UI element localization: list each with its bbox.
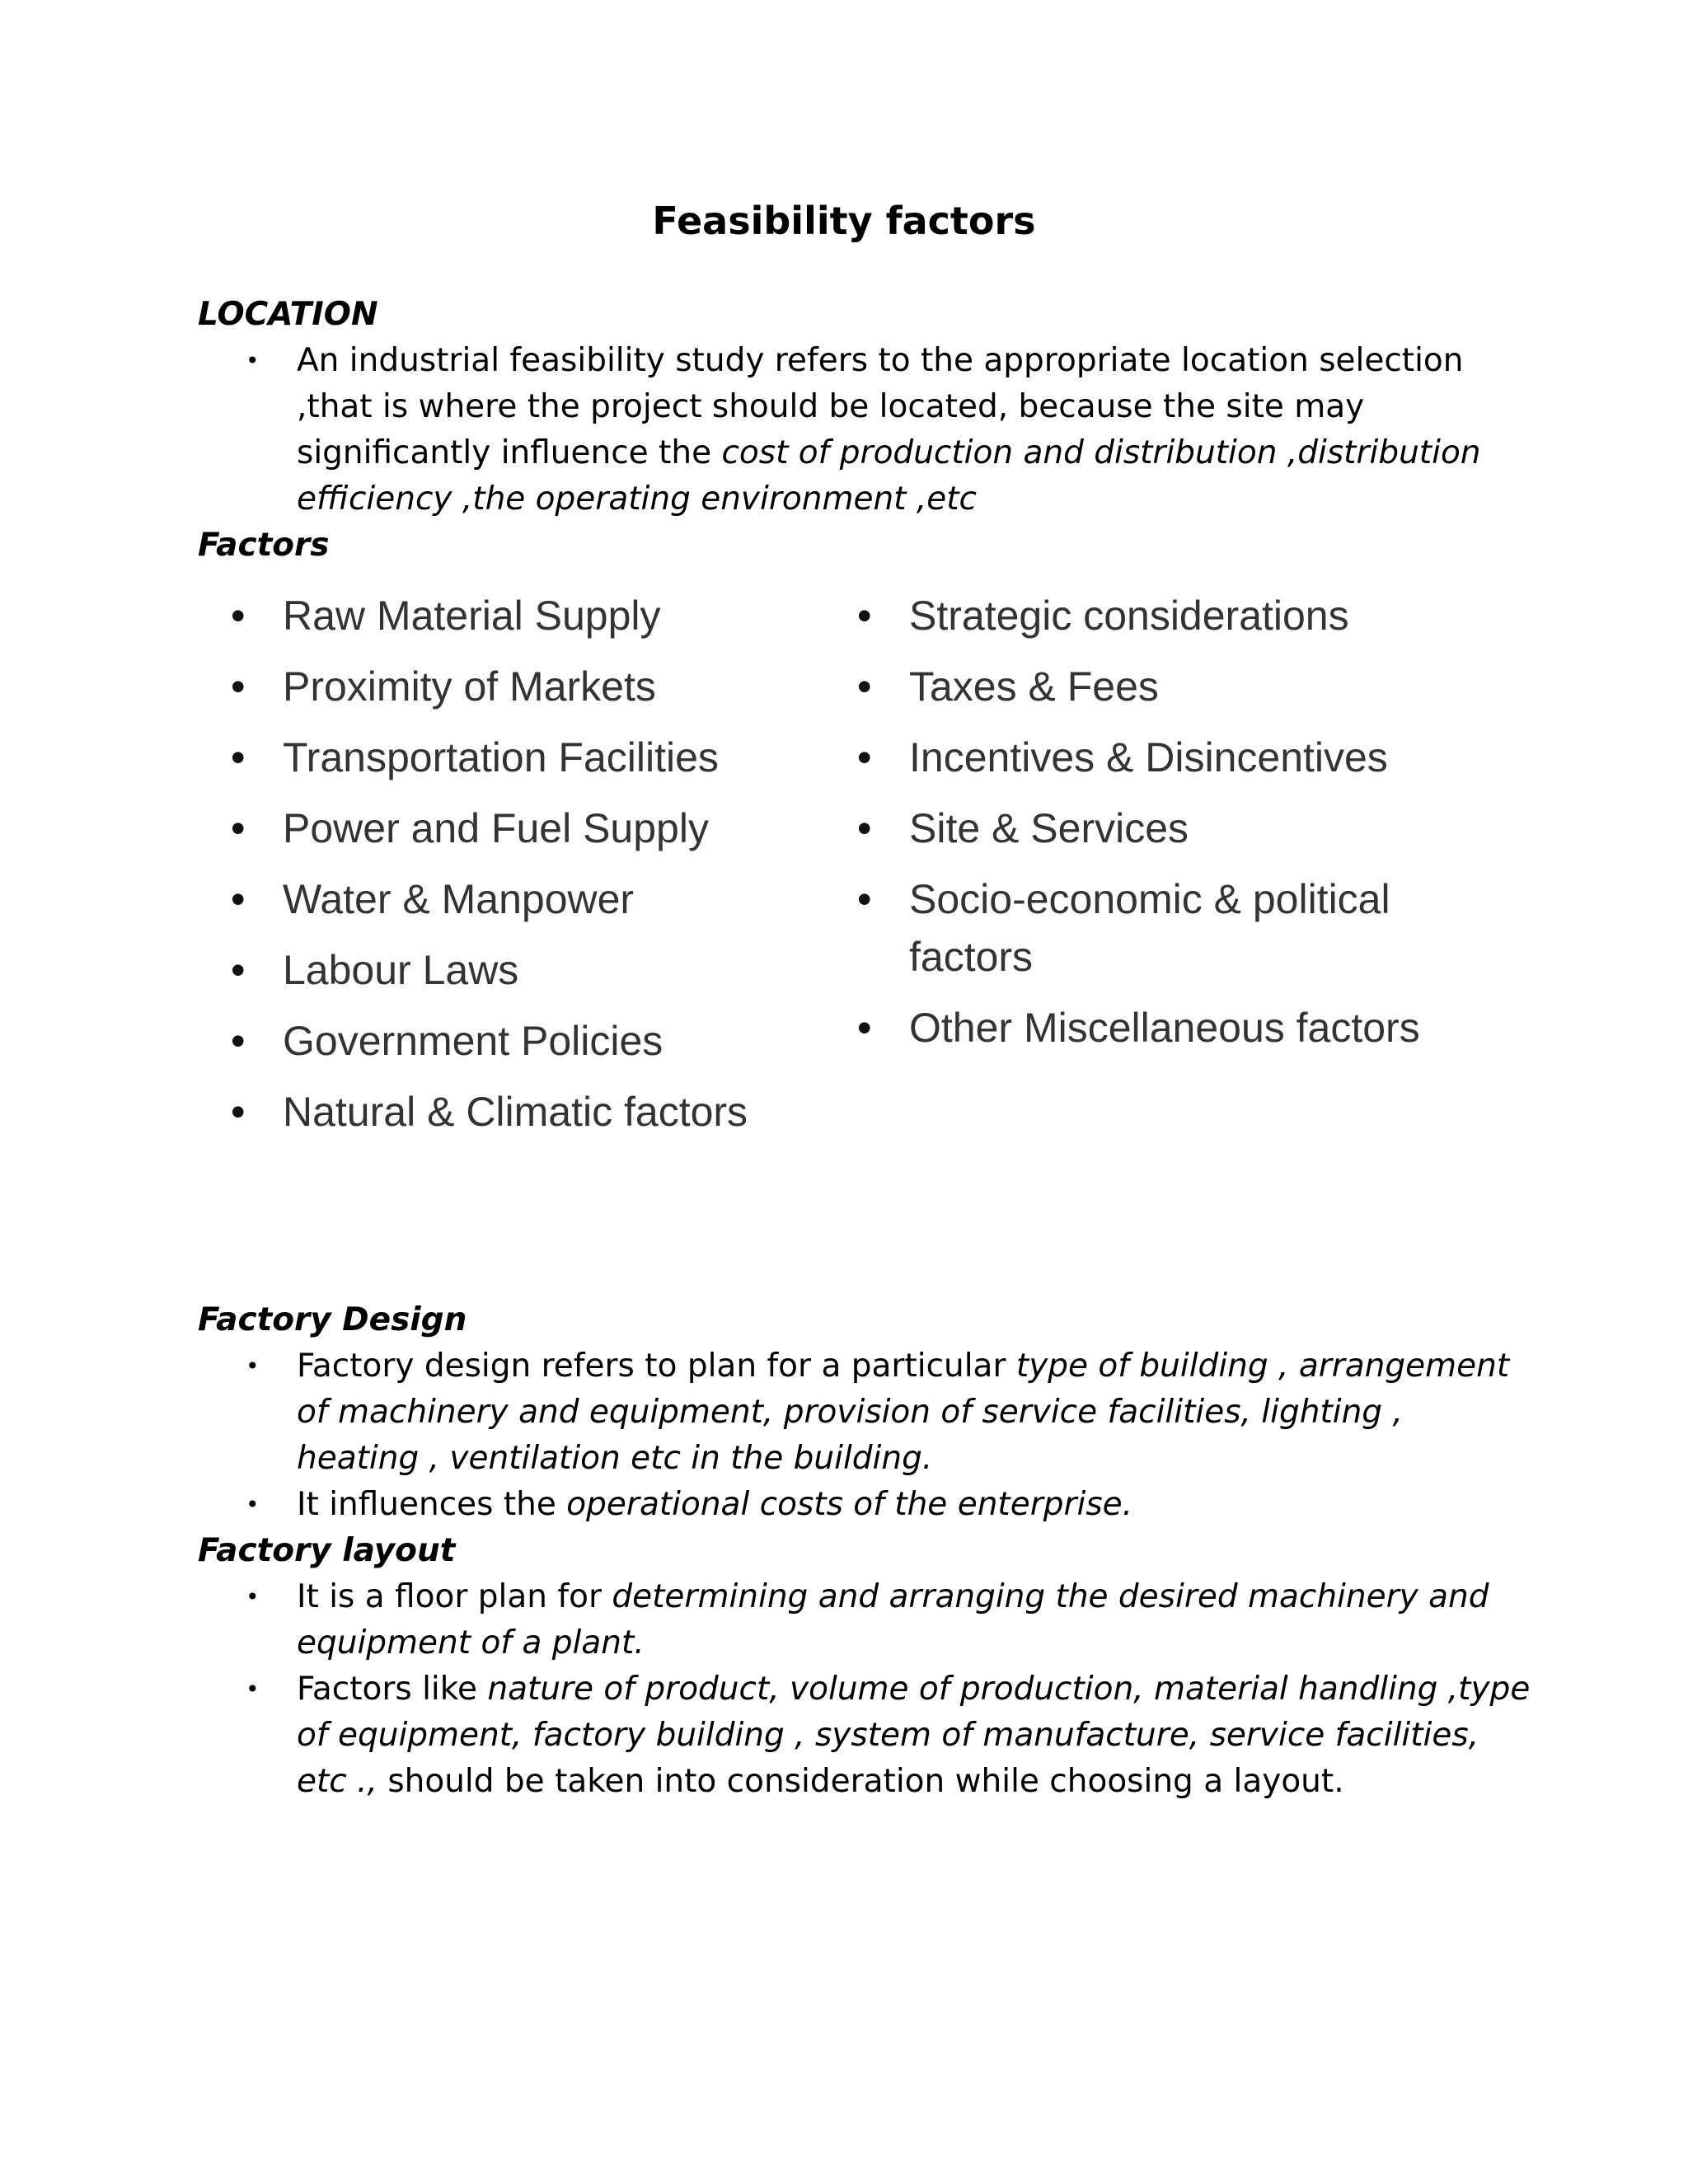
bullet-icon: • <box>231 876 246 922</box>
factor-label: Transportation Facilities <box>283 734 719 780</box>
factors-list-left <box>231 587 824 1154</box>
factor-label: Taxes & Fees <box>909 663 1159 710</box>
factory-layout-item-2-text <box>297 1666 1531 1805</box>
bullet-icon: • <box>231 1018 246 1064</box>
bullet-icon: • <box>246 347 260 374</box>
factory-layout-item-2-italic: nature of product, volume of production, material handling ,type of equipment, factory building , system of manufacture, service facilities, etc ., <box>297 1671 1531 1800</box>
list-item <box>857 870 1500 986</box>
list-item <box>857 999 1500 1057</box>
factory-layout-heading: Factory layout <box>198 1532 456 1569</box>
list-item <box>857 729 1500 786</box>
factory-layout-item-2-tail: should be taken into consideration while choosing a layout. <box>377 1763 1344 1800</box>
location-paragraph <box>246 338 1531 523</box>
list-item <box>857 587 1500 644</box>
bullet-icon: • <box>231 947 246 993</box>
factory-layout-item-1-plain: It is a floor plan for <box>297 1578 612 1615</box>
list-item <box>231 1083 824 1141</box>
factor-label: Site & Services <box>909 805 1189 851</box>
factors-heading: Factors <box>198 527 330 564</box>
factory-design-item-2-plain: It influences the <box>297 1486 567 1523</box>
bullet-icon: • <box>231 734 246 780</box>
factory-layout-item-1 <box>246 1574 1531 1666</box>
bullet-icon: • <box>246 1675 260 1703</box>
location-text-italic: cost of production and distribution ,distribution efficiency ,the operating environment ,etc <box>297 434 1481 518</box>
factory-design-item-2-italic: operational costs of the enterprise. <box>566 1486 1133 1523</box>
bullet-icon: • <box>246 1491 260 1518</box>
factory-layout-item-1-text <box>297 1574 1531 1666</box>
bullet-icon: • <box>246 1352 260 1380</box>
factor-label: Power and Fuel Supply <box>283 805 709 851</box>
bullet-icon: • <box>857 805 872 851</box>
factor-label: Incentives & Disincentives <box>909 734 1388 780</box>
bullet-icon: • <box>231 593 246 639</box>
factor-label: Labour Laws <box>283 947 519 993</box>
factor-label: Other Miscellaneous factors <box>909 1005 1420 1051</box>
factory-layout-item-1-italic: determining and arranging the desired machinery and equipment of a plant. <box>297 1578 1489 1661</box>
list-item <box>231 587 824 644</box>
bullet-icon: • <box>231 805 246 851</box>
bullet-icon: • <box>246 1583 260 1610</box>
factory-design-item-1-text <box>297 1343 1531 1482</box>
list-item <box>231 941 824 999</box>
factory-design-item-2 <box>246 1482 1531 1528</box>
factory-design-item-1 <box>246 1343 1531 1482</box>
factor-label: Government Policies <box>283 1018 663 1064</box>
list-item <box>231 799 824 857</box>
factory-design-item-1-italic: type of building , arrangement of machinery and equipment, provision of service facilities, lighting , heating , ventilation etc in the building. <box>297 1347 1510 1477</box>
factor-label: Water & Manpower <box>283 876 635 922</box>
factor-label: Raw Material Supply <box>283 593 661 639</box>
factors-list-right <box>857 587 1500 1070</box>
location-text <box>297 338 1531 523</box>
list-item <box>857 658 1500 715</box>
factor-label: Strategic considerations <box>909 593 1349 639</box>
factor-label: Natural & Climatic factors <box>283 1089 748 1135</box>
factory-design-item-1-plain: Factory design refers to plan for a particular <box>297 1347 1016 1385</box>
bullet-icon: • <box>857 663 872 710</box>
factory-design-heading: Factory Design <box>198 1301 467 1338</box>
location-heading: LOCATION <box>198 296 378 333</box>
factory-design-item-2-text <box>297 1482 1531 1528</box>
list-item <box>231 658 824 715</box>
factor-label: Proximity of Markets <box>283 663 656 710</box>
bullet-icon: • <box>231 663 246 710</box>
list-item <box>857 799 1500 857</box>
factor-label: Socio-economic & political factors <box>909 876 1390 980</box>
bullet-icon: • <box>857 876 872 922</box>
list-item <box>231 870 824 928</box>
factory-layout-item-2 <box>246 1666 1531 1805</box>
list-item <box>231 1012 824 1070</box>
bullet-icon: • <box>857 734 872 780</box>
bullet-icon: • <box>857 593 872 639</box>
bullet-icon: • <box>857 1005 872 1051</box>
location-text-plain: An industrial feasibility study refers to the appropriate location selection ,that is where the project should be located, because the site may significantly influence the <box>297 342 1464 471</box>
list-item <box>231 729 824 786</box>
factory-layout-item-2-plain: Factors like <box>297 1671 488 1708</box>
page-title: Feasibility factors <box>652 199 1036 243</box>
bullet-icon: • <box>231 1089 246 1135</box>
